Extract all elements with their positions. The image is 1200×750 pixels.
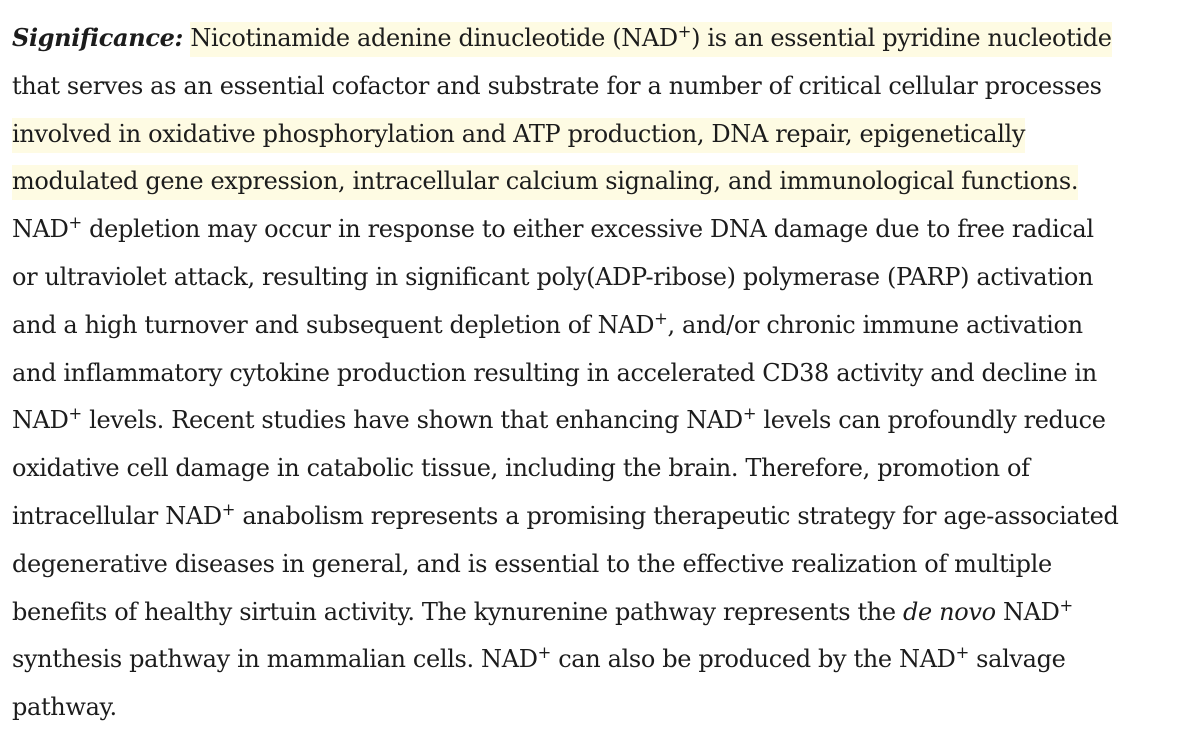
text-line-3 xyxy=(12,111,1180,159)
superscript-plus: + xyxy=(1059,595,1073,615)
text-line-6: or ultraviolet attack, resulting in significant poly(ADP-ribose) polymerase (PARP) activation xyxy=(12,262,1094,291)
superscript-plus: + xyxy=(654,308,668,328)
superscript-plus: + xyxy=(537,643,551,663)
superscript-plus: + xyxy=(68,213,82,233)
superscript-plus: + xyxy=(742,404,757,424)
superscript-plus: + xyxy=(677,22,692,42)
superscript-plus: + xyxy=(955,643,969,663)
text-line-9: NAD+ levels. Recent studies have shown that enhancing NAD+ levels can profoundly reduce xyxy=(12,404,1106,435)
highlighted-text: modulated gene expression, intracellular calcium signaling, and immunological functions. xyxy=(12,165,1078,200)
superscript-plus: + xyxy=(221,500,236,519)
text-line-4 xyxy=(12,158,1180,206)
de-novo-italic: de novo xyxy=(903,597,996,626)
superscript-plus: + xyxy=(68,404,82,424)
highlighted-text: involved in oxidative phosphorylation and ATP production, DNA repair, epigenetically xyxy=(12,118,1025,153)
text-line-10: oxidative cell damage in catabolic tissue, including the brain. Therefore, promotion of xyxy=(12,454,1030,483)
text-line-8: and inflammatory cytokine production resulting in accelerated CD38 activity and decline in xyxy=(12,358,1097,387)
significance-label: Significance: xyxy=(12,23,184,52)
text-line-15: pathway. xyxy=(12,693,117,722)
text-line-11: intracellular NAD+ anabolism represents a promising therapeutic strategy for age-associated xyxy=(12,500,1119,530)
text-line-7: and a high turnover and subsequent depletion of NAD+, and/or chronic immune activation xyxy=(12,308,1083,339)
text-line-13: benefits of healthy sirtuin activity. The kynurenine pathway represents the de novo NAD+ xyxy=(12,595,1073,626)
text-line-12: degenerative diseases in general, and is essential to the effective realization of multiple xyxy=(12,549,1052,578)
abstract-significance xyxy=(12,14,1180,732)
text-line-2: that serves as an essential cofactor and substrate for a number of critical cellular processes xyxy=(12,71,1102,100)
highlighted-text: Nicotinamide adenine dinucleotide (NAD+) is an essential pyridine nucleotide xyxy=(190,22,1111,57)
text-line-5: NAD+ depletion may occur in response to either excessive DNA damage due to free radical xyxy=(12,213,1094,244)
text-line-14: synthesis pathway in mammalian cells. NAD+ can also be produced by the NAD+ salvage xyxy=(12,643,1066,674)
text-line-1 xyxy=(12,14,1180,63)
